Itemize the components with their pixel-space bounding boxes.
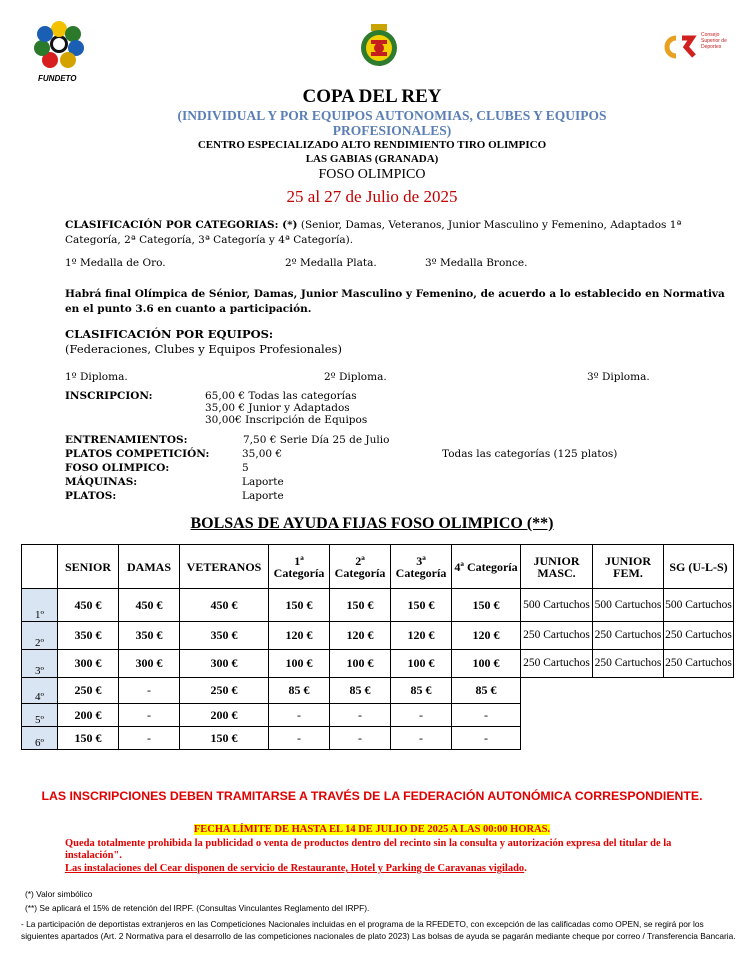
advertising-prohibited-notice: Queda totalmente prohibida la publicidad o venta de productos dentro del recinto sin la consulta y autorización expresa del titular de la instalación".: [65, 838, 672, 861]
empty-cell: [664, 727, 734, 750]
table-row: [22, 622, 734, 650]
position-cell: 4º: [22, 678, 58, 704]
empty-cell: [593, 704, 664, 727]
table-cell: 500 Cartuchos: [593, 589, 664, 622]
foso-value: 5: [242, 462, 249, 474]
categorias-block: [65, 218, 725, 248]
table-cell: 120 €: [452, 622, 521, 650]
categorias-label: CLASIFICACIÓN POR CATEGORIAS: (*): [65, 219, 298, 231]
foso-label: FOSO OLIMPICO:: [65, 462, 170, 474]
fundeto-logo-text: FUNDETO: [38, 74, 77, 83]
empty-cell: [664, 704, 734, 727]
equipos-label: CLASIFICACIÓN POR EQUIPOS:: [65, 327, 274, 341]
table-cell: -: [119, 727, 180, 750]
platos-label: PLATOS:: [65, 490, 117, 502]
empty-cell: [521, 727, 593, 750]
empty-cell: [664, 678, 734, 704]
table-cell: -: [391, 727, 452, 750]
table-cell: -: [119, 678, 180, 704]
bolsas-title: BOLSAS DE AYUDA FIJAS FOSO OLIMPICO (**): [190, 515, 554, 532]
table-cell: -: [269, 704, 330, 727]
inscripcion-line: 65,00 € Todas las categorías: [205, 390, 357, 402]
table-header-cell: 1ª Categoría: [269, 545, 330, 589]
table-cell: 450 €: [58, 589, 119, 622]
entrenamientos-value: 7,50 € Serie Día 25 de Julio: [243, 434, 390, 446]
maquinas-label: MÁQUINAS:: [65, 476, 138, 488]
table-header-cell: 4ª Categoría: [452, 545, 521, 589]
table-header-cell: SENIOR: [58, 545, 119, 589]
table-cell: 300 €: [180, 650, 269, 678]
table-cell: 85 €: [330, 678, 391, 704]
table-cell: -: [391, 704, 452, 727]
platos-competicion-note: Todas las categorías (125 platos): [442, 448, 618, 460]
table-cell: 450 €: [180, 589, 269, 622]
table-cell: 250 Cartuchos: [593, 650, 664, 678]
facilities-row: [65, 863, 527, 875]
inscripcion-label: INSCRIPCION:: [65, 390, 153, 402]
position-cell: 6º: [22, 727, 58, 750]
diploma-1: 1º Diploma.: [65, 371, 128, 383]
facilities-notice-end: .: [524, 863, 527, 874]
table-cell: 150 €: [180, 727, 269, 750]
deadline-row: [0, 824, 744, 835]
table-cell: 200 €: [180, 704, 269, 727]
discipline: FOSO OLIMPICO: [318, 167, 426, 182]
diploma-3: 3º Diploma.: [587, 371, 650, 383]
deadline-notice: FECHA LÍMITE DE HASTA EL 14 DE JULIO DE 2025 A LAS 00:00 HORAS.: [193, 824, 551, 835]
inscripciones-warning: LAS INSCRIPCIONES DEBEN TRAMITARSE A TRAVÉS DE LA FEDERACIÓN AUTONÓMICA CORRESPONDIENTE.: [41, 789, 703, 803]
table-cell: -: [452, 727, 521, 750]
empty-cell: [521, 678, 593, 704]
diploma-2: 2º Diploma.: [324, 371, 387, 383]
note-irpf: (**) Se aplicará el 15% de retención del IRPF. (Consultas Vinculantes Reglamento del IRPF).: [25, 903, 370, 913]
premio-bronce: 3º Medalla Bronce.: [425, 257, 528, 269]
table-cell: 85 €: [269, 678, 330, 704]
table-row: [22, 704, 734, 727]
table-cell: 500 Cartuchos: [521, 589, 593, 622]
event-dates: 25 al 27 de Julio de 2025: [286, 187, 458, 206]
table-cell: 250 Cartuchos: [521, 650, 593, 678]
platos-competicion-label: PLATOS COMPETICIÓN:: [65, 448, 210, 460]
table-header-cell: [22, 545, 58, 589]
table-cell: 300 €: [58, 650, 119, 678]
table-cell: 150 €: [58, 727, 119, 750]
table-cell: 150 €: [330, 589, 391, 622]
table-cell: 120 €: [330, 622, 391, 650]
position-cell: 2º: [22, 622, 58, 650]
table-cell: -: [330, 704, 391, 727]
note-valor-simbolico: (*) Valor simbólico: [25, 889, 93, 899]
entrenamientos-label: ENTRENAMIENTOS:: [65, 434, 188, 446]
table-cell: 100 €: [391, 650, 452, 678]
inscripcion-line: 35,00 € Junior y Adaptados: [205, 402, 350, 414]
table-cell: -: [452, 704, 521, 727]
table-cell: 250 Cartuchos: [593, 622, 664, 650]
table-cell: 350 €: [180, 622, 269, 650]
maquinas-value: Laporte: [242, 476, 284, 488]
table-header-cell: 3ª Categoría: [391, 545, 452, 589]
csd-logo-text: Consejo Superior de Deportes: [701, 32, 727, 50]
table-cell: 100 €: [452, 650, 521, 678]
csd-emblem-icon: [662, 34, 698, 60]
table-row: [22, 727, 734, 750]
table-cell: 120 €: [269, 622, 330, 650]
page-title: COPA DEL REY: [302, 86, 442, 107]
table-cell: 250 Cartuchos: [664, 650, 734, 678]
csd-logo: [662, 32, 734, 62]
table-cell: 450 €: [119, 589, 180, 622]
table-cell: 100 €: [330, 650, 391, 678]
table-cell: -: [330, 727, 391, 750]
table-cell: 500 Cartuchos: [664, 589, 734, 622]
table-cell: 120 €: [391, 622, 452, 650]
facilities-notice: Las instalaciones del Cear disponen de servicio de Restaurante, Hotel y Parking de Caravanas vigilado: [65, 863, 525, 874]
table-cell: 300 €: [119, 650, 180, 678]
table-cell: 150 €: [269, 589, 330, 622]
empty-cell: [593, 678, 664, 704]
categorias-text: (Senior, Damas, Veteranos, Junior Masculino y Femenino, Adaptados 1ª Categoría, 2ª Categoría, 3ª Categoría y 4ª Categoría).: [65, 219, 682, 246]
table-cell: -: [269, 727, 330, 750]
table-row: [22, 678, 734, 704]
bolsas-table: [21, 544, 734, 750]
table-row: [22, 650, 734, 678]
fundeto-logo: [24, 20, 94, 84]
position-cell: 3º: [22, 650, 58, 678]
empty-cell: [593, 727, 664, 750]
table-cell: 85 €: [391, 678, 452, 704]
crest-icon: [357, 22, 401, 68]
equipos-text: (Federaciones, Clubes y Equipos Profesionales): [65, 342, 342, 356]
inscripcion-prices: [205, 390, 367, 426]
note-extranjeros: - La participación de deportistas extranjeros en las Competiciones Nacionales incluidas en el programa de la RFEDETO, con excepción de las calificadas como OPEN, se regirá por los siguientes apartados (Art. 2 Normativa para el desarrollo de las competiciones nacionales de plato 2023) Las bolsas de ayuda se pagarán mediante cheque por correo / Transferencia Bancaria.: [21, 919, 736, 941]
info-labels: [65, 433, 209, 503]
premio-plata: 2º Medalla Plata.: [285, 257, 377, 269]
platos-value: Laporte: [242, 490, 284, 502]
table-cell: 85 €: [452, 678, 521, 704]
table-cell: 250 Cartuchos: [521, 622, 593, 650]
table-header-cell: 2ª Categoría: [330, 545, 391, 589]
table-cell: 350 €: [119, 622, 180, 650]
table-header-cell: SG (U-L-S): [664, 545, 734, 589]
final-olimpica-text: Habrá final Olímpica de Sénior, Damas, Junior Masculino y Femenino, de acuerdo a lo establecido en Normativa en el punto 3.6 en cuanto a participación.: [65, 288, 725, 315]
platos-competicion-value: 35,00 €: [242, 448, 283, 460]
info-values: [242, 447, 284, 503]
table-cell: 200 €: [58, 704, 119, 727]
position-cell: 1º: [22, 589, 58, 622]
table-cell: 100 €: [269, 650, 330, 678]
table-cell: 150 €: [391, 589, 452, 622]
table-header-cell: DAMAS: [119, 545, 180, 589]
table-cell: 250 €: [58, 678, 119, 704]
premio-oro: 1º Medalla de Oro.: [65, 257, 166, 269]
table-cell: 250 Cartuchos: [664, 622, 734, 650]
venue-name: CENTRO ESPECIALIZADO ALTO RENDIMIENTO TIRO OLIMPICO: [197, 139, 547, 151]
table-cell: 350 €: [58, 622, 119, 650]
table-header-cell: JUNIOR FEM.: [593, 545, 664, 589]
federation-crest-logo: [357, 22, 401, 68]
table-cell: -: [119, 704, 180, 727]
table-header-row: [22, 545, 734, 589]
inscripcion-line: 30,00€ Inscripción de Equipos: [205, 414, 368, 426]
table-header-cell: JUNIOR MASC.: [521, 545, 593, 589]
table-cell: 250 €: [180, 678, 269, 704]
table-header-cell: VETERANOS: [180, 545, 269, 589]
page-subtitle: (INDIVIDUAL Y POR EQUIPOS AUTONOMIAS, CLUBES Y EQUIPOS PROFESIONALES): [177, 108, 607, 138]
table-row: [22, 589, 734, 622]
position-cell: 5º: [22, 704, 58, 727]
table-cell: 150 €: [452, 589, 521, 622]
empty-cell: [521, 704, 593, 727]
venue-location: LAS GABIAS (GRANADA): [305, 153, 439, 165]
